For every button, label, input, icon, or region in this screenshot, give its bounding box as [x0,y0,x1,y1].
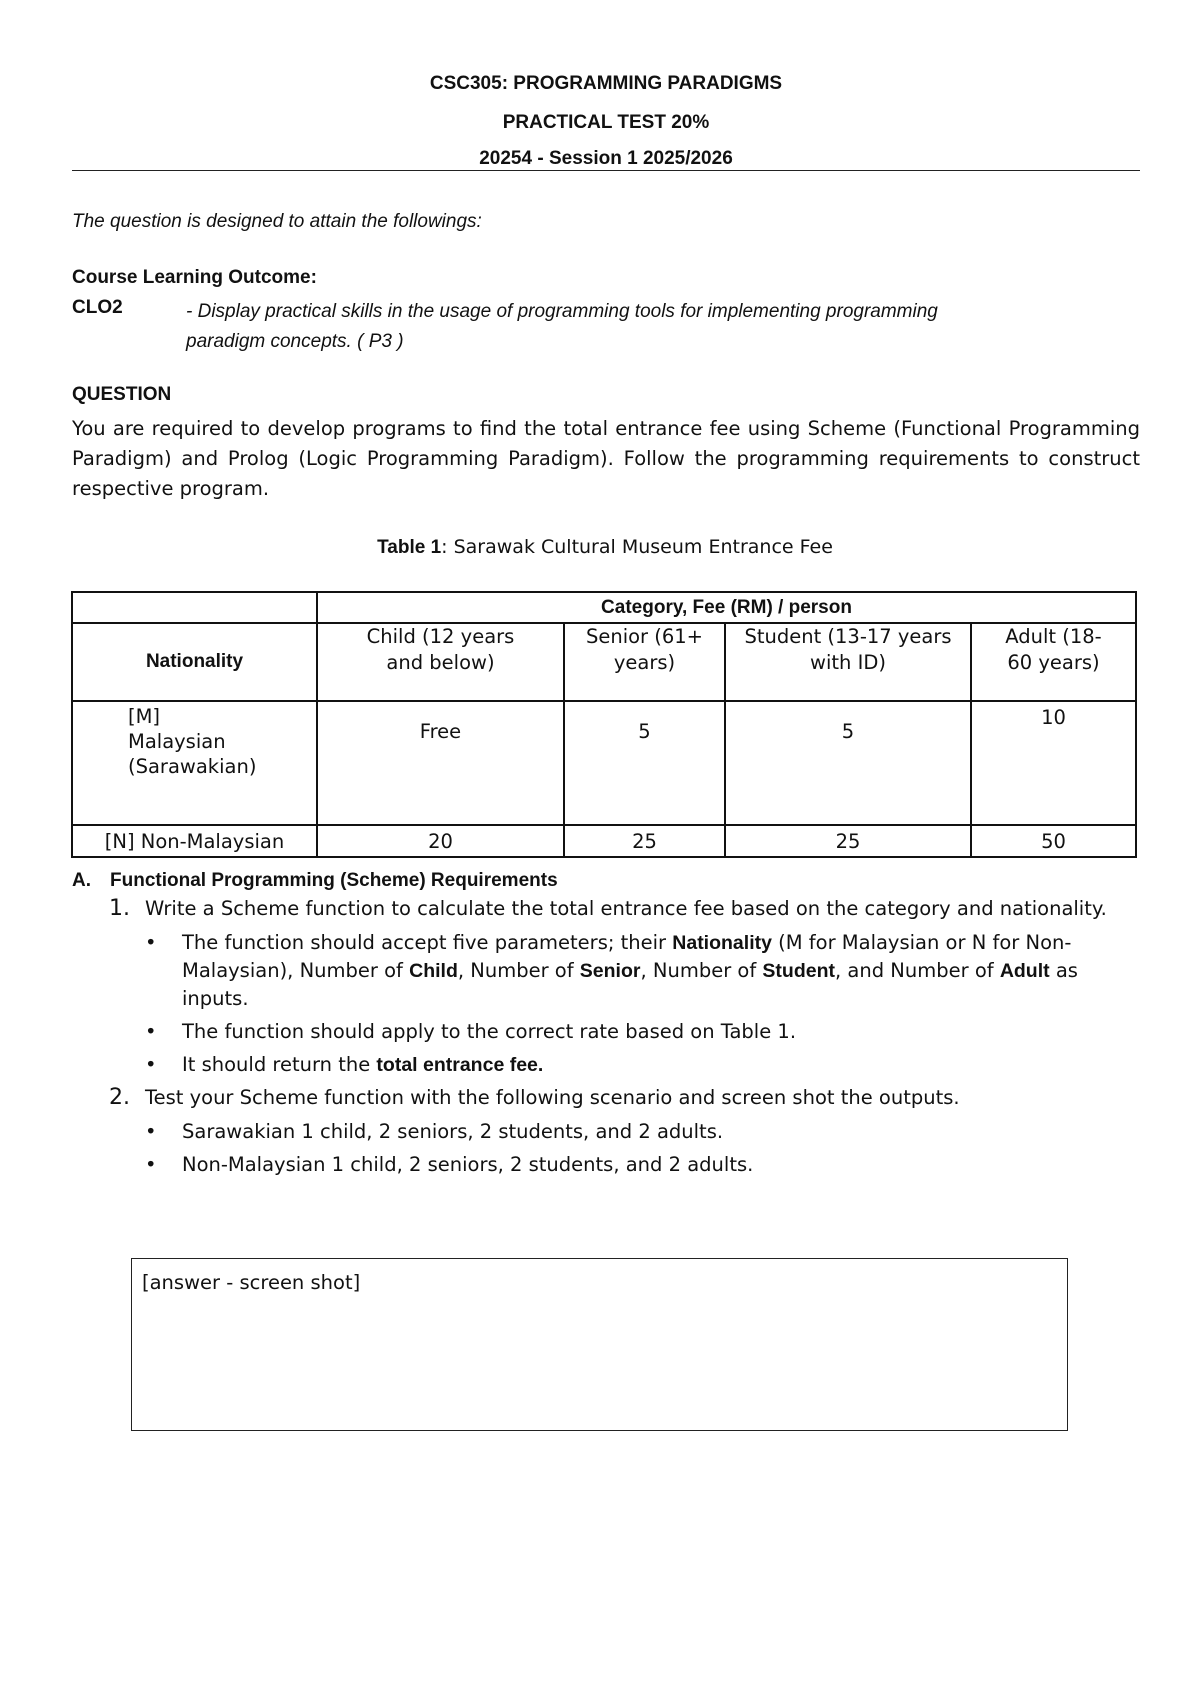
fee-cell: 5 [564,701,725,825]
table-row [72,701,1136,825]
question-heading: QUESTION [72,384,172,405]
bullet-text: Sarawakian 1 child, 2 seniors, 2 students, and 2 adults. [182,1120,724,1143]
section-a-heading [72,870,558,892]
bullet-text: as inputs. [182,959,1078,1010]
list-item [145,1018,1135,1046]
bullet-bold: Adult [999,960,1050,982]
bullet-bold: Student [762,960,835,982]
fee-cell: 5 [725,701,971,825]
fee-cell: 25 [725,825,971,857]
fee-cell: 20 [317,825,564,857]
list-item [109,1084,1135,1179]
nationality-malaysian [72,701,317,825]
table-caption-label: Table 1 [377,537,442,558]
bullet-icon: • [145,1053,157,1076]
bullet-icon: • [145,1153,157,1176]
fee-cell: 25 [564,825,725,857]
clo-description: - Display practical skills in the usage of programming tools for implementing programming paradigm concepts. ( P3 ) [186,301,938,352]
column-senior-label: Senior (61+ years) [585,625,704,674]
header-rule [72,170,1140,171]
step-text: Test your Scheme function with the following scenario and screen shot the outputs. [145,1086,960,1109]
fee-cell: 10 [971,701,1136,825]
table-caption-text: : Sarawak Cultural Museum Entrance Fee [441,536,833,558]
list-item [145,1118,1135,1146]
bullet-icon: • [145,931,157,954]
bullet-text: , Number of [640,959,763,982]
bullet-text: (M for Malaysian or N for Non- Malaysian), Number of [182,931,1072,982]
answer-placeholder: [answer - screen shot] [142,1271,361,1294]
clo-code: CLO2 [72,297,123,318]
bullet-text: Non-Malaysian 1 child, 2 seniors, 2 students, and 2 adults. [182,1153,754,1176]
nationality-malaysian-label: [M] Malaysian (Sarawakian) [128,705,257,778]
table-caption [300,535,910,560]
nationality-non-malaysian: [N] Non-Malaysian [72,825,317,857]
bullet-text: , Number of [457,959,580,982]
fee-cell: Free [317,701,564,825]
bullet-text: , and Number of [835,959,1000,982]
bullet-icon: • [145,1120,157,1143]
step-bullets [145,929,1135,1079]
bullet-text: The function should accept five parameters; their [182,931,673,954]
step-number: 2. [109,1085,130,1110]
column-adult-label: Adult (18-60 years) [1005,625,1102,674]
fee-cell: 50 [971,825,1136,857]
category-header: Category, Fee (RM) / person [317,592,1136,623]
column-adult [971,623,1136,701]
bullet-icon: • [145,1020,157,1043]
question-body: You are required to develop programs to find the total entrance fee using Scheme (Functional Programming Paradigm) and Prolog (Logic Programming Paradigm). Follow the programming requirements to construct respective program. [72,417,1140,500]
test-title: PRACTICAL TEST 20% [502,112,710,133]
bullet-text: It should return the [182,1053,377,1076]
section-a-title: Functional Programming (Scheme) Requirements [110,870,558,891]
column-child-label: Child (12 years and below) [366,625,515,674]
column-student-label: Student (13-17 years with ID) [744,625,952,674]
step-number: 1. [109,896,130,921]
list-item [145,1051,1135,1079]
course-title: CSC305: PROGRAMMING PARADIGMS [429,73,783,94]
bullet-bold: total entrance fee. [376,1054,544,1076]
step-text: Write a Scheme function to calculate the total entrance fee based on the category and nationality. [145,897,1107,920]
section-a-label: A. [72,870,91,891]
column-student [725,623,971,701]
column-child [317,623,564,701]
list-item [109,895,1135,1079]
table-row [72,825,1136,857]
bullet-bold: Nationality [672,932,772,954]
list-item [145,929,1135,1013]
session-title: 20254 - Session 1 2025/2026 [479,148,733,169]
column-senior [564,623,725,701]
table-corner-cell [72,592,317,623]
bullet-bold: Child [409,960,458,982]
requirements-list [109,895,1135,1184]
fee-table [71,591,1137,858]
intro-text: The question is designed to attain the followings: [72,211,482,232]
bullet-text: The function should apply to the correct rate based on Table 1. [182,1020,797,1043]
clo-heading: Course Learning Outcome: [72,267,317,288]
nationality-header: Nationality [72,623,317,701]
answer-box[interactable] [131,1258,1068,1431]
bullet-bold: Senior [579,960,641,982]
step-bullets [145,1118,1135,1179]
list-item [145,1151,1135,1179]
